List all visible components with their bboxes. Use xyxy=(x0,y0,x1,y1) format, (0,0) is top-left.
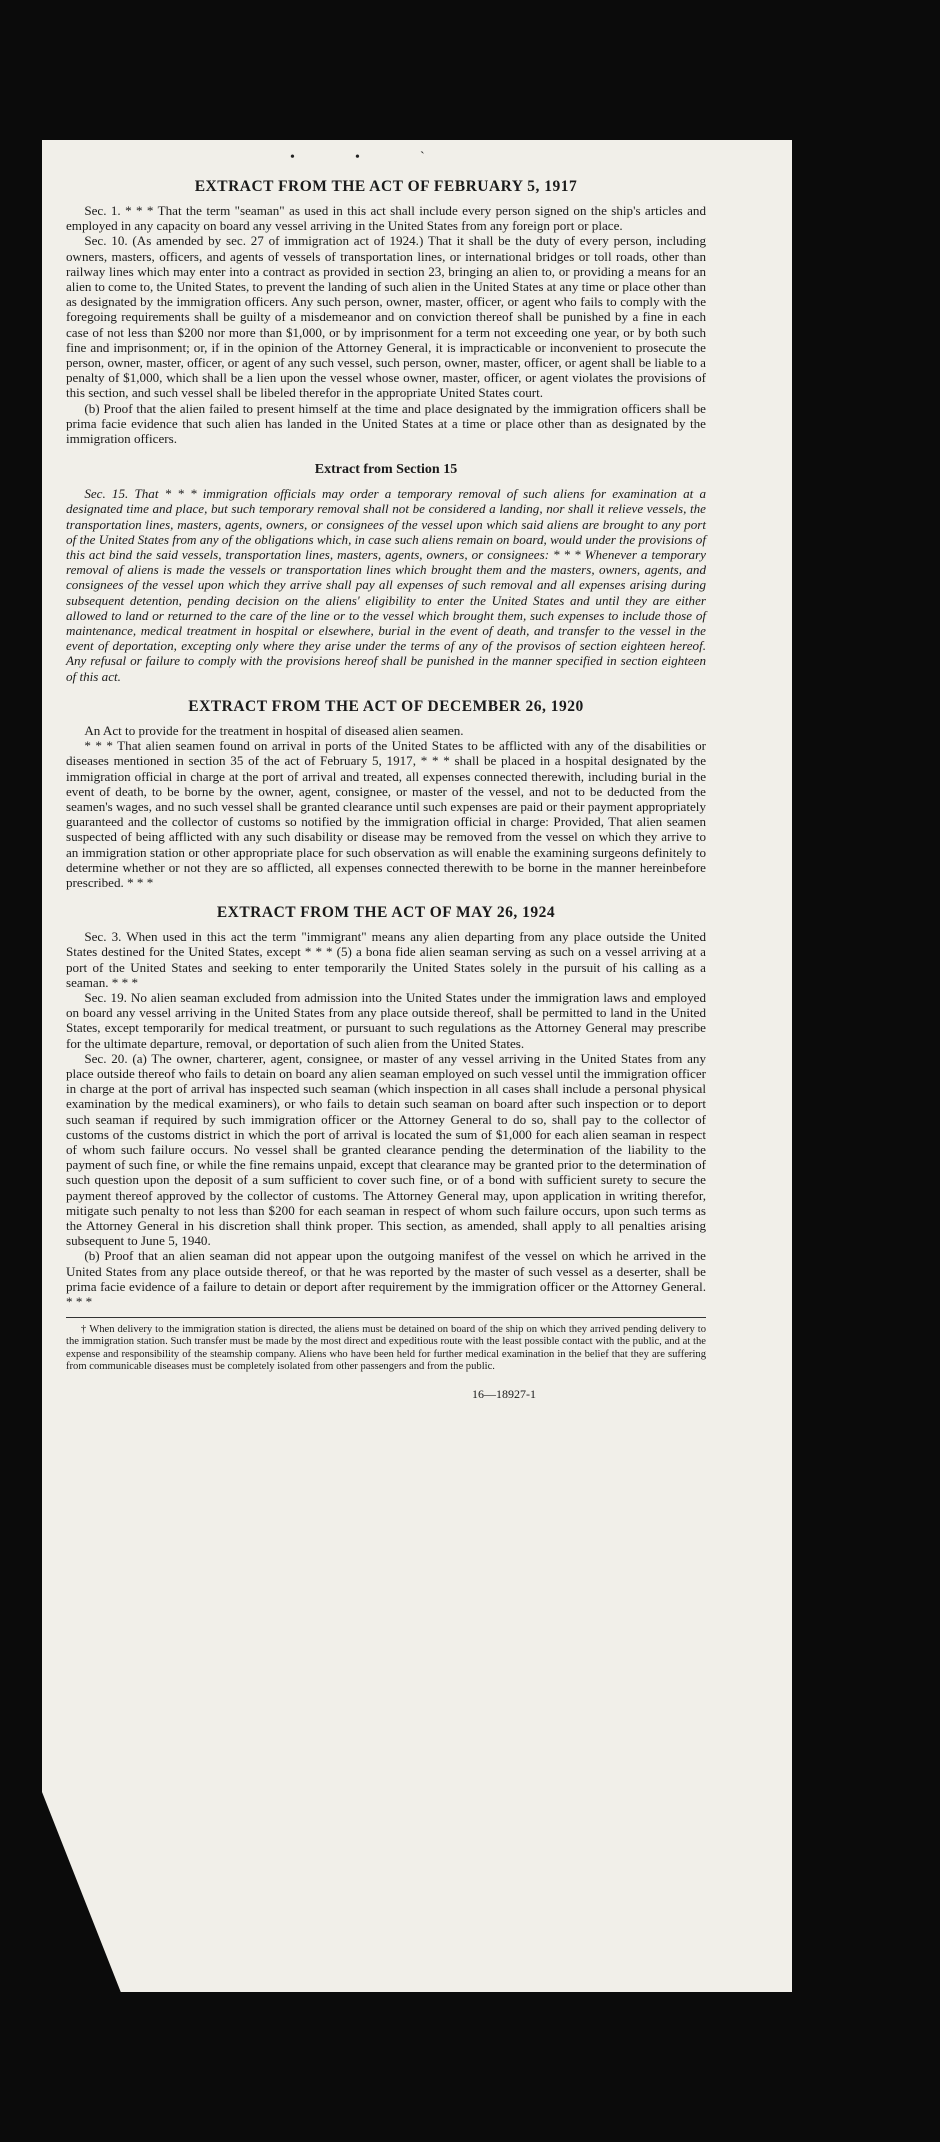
section-heading-1924: EXTRACT FROM THE ACT OF MAY 26, 1924 xyxy=(216,904,556,922)
paragraph-sec3: Sec. 3. When used in this act the term "immigrant" means any alien departing from any place outside the United States destined for the United States, except * * * (5) a bona fide alien seaman serving as such on a vessel arriving at a port of the United States and seeking to enter temporarily the United States solely in the pursuit of his calling as a seaman. * * * xyxy=(66,929,706,990)
paragraph-1920-body: * * * That alien seamen found on arrival in ports of the United States to be afflicted with any of the disabilities or diseases mentioned in section 35 of the act of February 5, 1917, * * * shall be placed in a hospital designated by the immigration official in charge at the port of arrival and treated, all expenses connected therewith, including burial in the event of death, to be borne by the owner, agent, consignee, or master of the vessel, and not to be deducted from the seamen's wages, and no such vessel shall be granted clearance until such expenses are paid or their payment appropriately guaranteed and the collector of customs so notified by the immigration official in charge: Provided, That alien seamen suspected of being afflicted with any such disability or disease may be removed from the vessel on which they arrive to an immigration station or other appropriate place for such observation as will enable the examining surgeons definitely to determine whether or not they are so afflicted, all expenses connected therewith to be borne in the manner hereinbefore prescribed. * * * xyxy=(66,738,706,890)
paragraph-sec20-a: Sec. 20. (a) The owner, charterer, agent, consignee, or master of any vessel arriving in the United States from any place outside thereof who fails to detain on board any alien seaman employed on such vessel until the immigration officer in charge at the port of arrival has inspected such seaman (which inspection in all cases shall include a personal physical examination by the medical examiners), or who fails to detain such seaman on board after such inspection or to deport such seaman if required by such immigration officer or the Attorney General to do so, shall pay to the collector of customs of the customs district in which the port of arrival is located the sum of $1,000 for each alien seaman in respect of whom such failure occurs. No vessel shall be granted clearance pending the determination of the liability to the payment of such fine, or while the fine remains unpaid, except that clearance may be granted prior to the determination of such question upon the deposit of a sum sufficient to cover such fine, or of a bond with sufficient surety to secure the payment thereof approved by the collector of customs. The Attorney General may, upon application in writing therefor, mitigate such penalty to not less than $200 for each seaman in respect of whom such failure occurs, upon such terms as the Attorney General in his discretion shall think proper. This section, as amended, shall apply to all penalties arising subsequent to June 5, 1940. xyxy=(66,1050,706,1249)
paragraph-sec10: Sec. 10. (As amended by sec. 27 of immigration act of 1924.) That it shall be the duty of every person, including owners, masters, officers, and agents of vessels of transportation lines, or international bridges or toll roads, other than railway lines which may enter into a contract as provided in section 23, bringing an alien to, or providing a means for an alien to come to, the United States, to prevent the landing of such alien in the United States at any time or place other than as designated by the immigration officers. Any such person, owner, master, officer, or agent who fails to comply with the foregoing requirements shall be guilty of a misdemeanor and on conviction thereof shall be punished by a fine in each case of not less than $200 nor more than $1,000, or by imprisonment for a term not exceeding one year, or by both such fine and imprisonment; or, if in the opinion of the Attorney General, it is impracticable or inconvenient to prosecute the person, owner, master, officer, or agent of any such vessel, such person, owner, master, officer, or agent shall be liable to a penalty of $1,000, which shall be a lien upon the vessel whose owner, master, officer, or agent violates the provisions of this section, and such vessel shall be libeled therefor in the appropriate United States court. xyxy=(66,233,706,401)
paragraph-sec20-b: (b) Proof that an alien seaman did not appear upon the outgoing manifest of the vessel on which he arrived in the United States from any place outside thereof, or that he was reported by the master of such vessel as a deserter, shall be prima facie evidence of a failure to detain or deport after requirement by the immigration officer or the Attorney General. * * * xyxy=(66,1248,706,1309)
section-subheading-15: Extract from Section 15 xyxy=(314,462,458,478)
footnote-divider xyxy=(66,1317,706,1318)
paragraph-sec1: Sec. 1. * * * That the term "seaman" as used in this act shall include every person signed on the ship's articles and employed in any capacity on board any vessel arriving in the United States from any foreign port or place. xyxy=(66,203,706,234)
document-content xyxy=(66,178,706,1402)
paragraph-sec19: Sec. 19. No alien seaman excluded from admission into the United States under the immigration laws and employed on board any vessel arriving in the United States from any place outside thereof, shall be permitted to land in the United States, except temporarily for medical treatment, or pursuant to such regulations as the Attorney General may prescribe for the ultimate departure, removal, or deportation of such alien from the United States. xyxy=(66,989,706,1051)
paragraph-act-title-1920: An Act to provide for the treatment in hospital of diseased alien seamen. xyxy=(84,722,464,738)
footnote-text: † When delivery to the immigration station is directed, the aliens must be detained on board of the ship on which they arrived pending delivery to the immigration station. Such transfer must be made by the most direct and expeditious route with the least possible contact with the public, and at the expense and responsibility of the steamship company. Aliens who have been held for further medical examination in the belief that they are suffering from communicable diseases must be completely isolated from other passengers and from the public. xyxy=(66,1324,706,1372)
paragraph-sec10-b: (b) Proof that the alien failed to present himself at the time and place designated by the immigration officers shall be prima facie evidence that such alien has landed in the United States at a time or place other than as designated by the immigration officers. xyxy=(66,400,706,447)
footnote xyxy=(66,1324,706,1373)
paragraph-sec15: Sec. 15. That * * * immigration officials may order a temporary removal of such aliens for examination at a designated time and place, but such temporary removal shall not be considered a landing, nor shall it relieve vessels, the transportation lines, masters, agents, owners, or consignees of the vessel upon which said aliens are brought to any port of the United States from any of the obligations which, in case such aliens remain on board, would under the provisions of this act bind the said vessels, transportation lines, masters, agents, owners, or consignees: * * * Whenever a temporary removal of aliens is made the vessels or transportation lines which brought them and the masters, owners, agents, and consignees of the vessel upon which they arrive shall pay all expenses of such removal and all expenses arising during subsequent detention, pending decision on the aliens' eligibility to enter the United States and until they are either allowed to land or returned to the care of the line or to the vessel which brought them, such expenses to include those of maintenance, medical treatment in hospital or elsewhere, burial in the event of death, and transfer to the vessel in the event of deportation, excepting only where they arise under the terms of any of the provisos of section eighteen hereof. Any refusal or failure to comply with the provisions hereof shall be punished in the manner specified in section eighteen of this act. xyxy=(66,486,706,684)
document-number: 16—18927-1 xyxy=(472,1387,536,1402)
section-heading-1920: EXTRACT FROM THE ACT OF DECEMBER 26, 1920 xyxy=(188,697,584,715)
section-heading-1917: EXTRACT FROM THE ACT OF FEBRUARY 5, 1917 xyxy=(194,178,578,195)
